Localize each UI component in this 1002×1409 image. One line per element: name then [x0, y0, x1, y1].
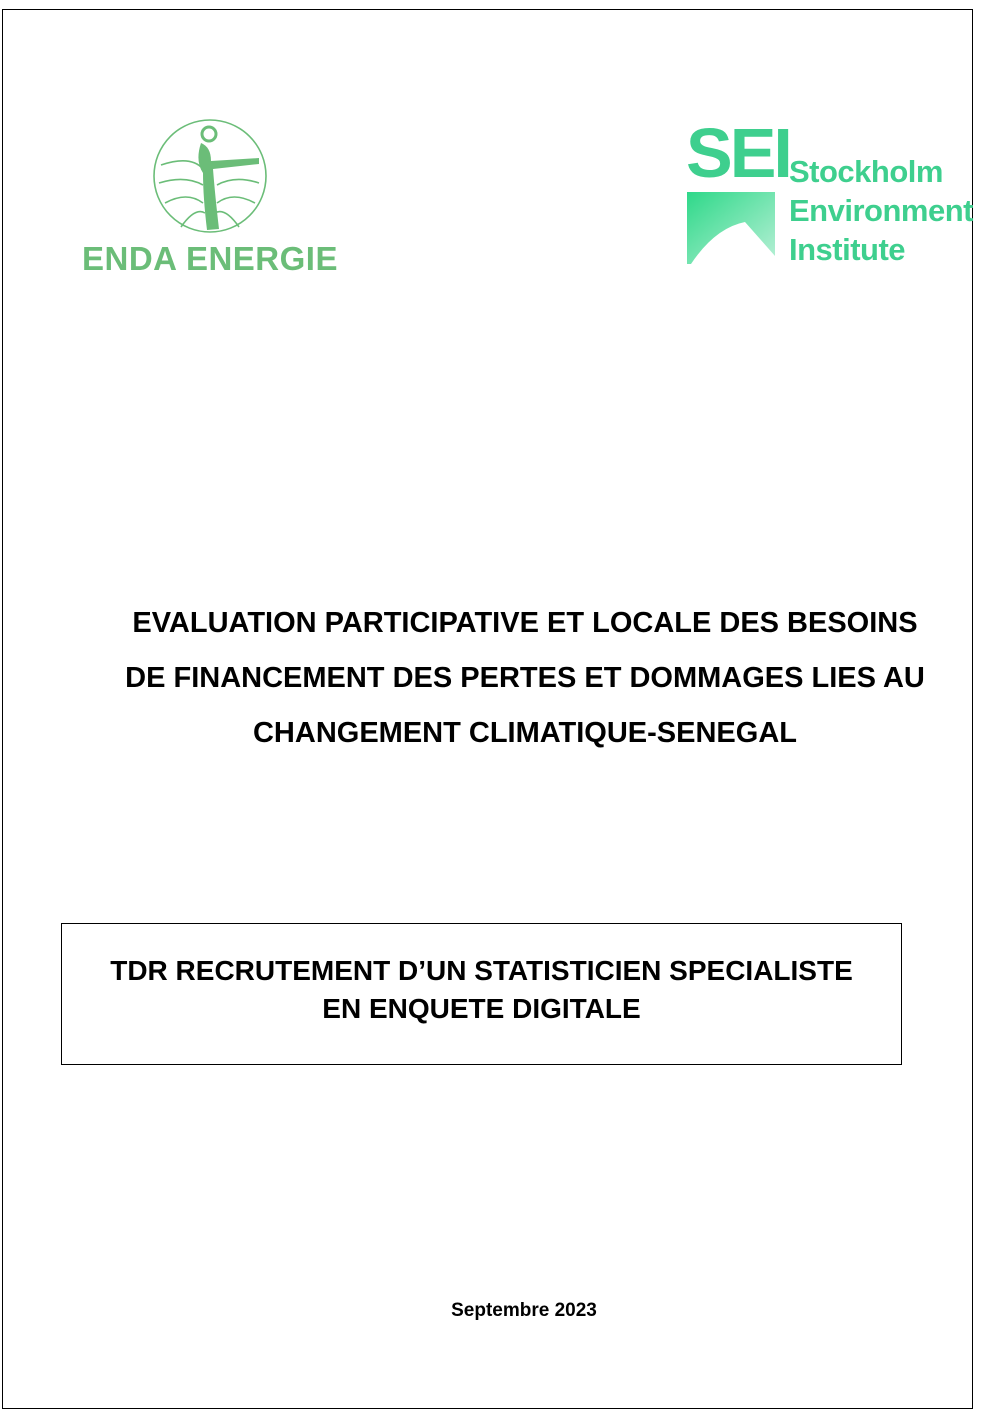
- title-line: EVALUATION PARTICIPATIVE ET LOCALE DES BESOINS: [132, 607, 918, 639]
- title-line: CHANGEMENT CLIMATIQUE-SENEGAL: [252, 717, 797, 749]
- enda-energie-logo: [70, 114, 350, 284]
- document-date: Septembre 2023: [451, 1300, 597, 1321]
- tdr-title: [62, 952, 901, 1028]
- sei-name-line: Environment: [789, 193, 973, 228]
- sei-name-line: Institute: [789, 232, 906, 267]
- enda-wordmark: ENDA ENERGIE: [82, 240, 338, 277]
- tdr-line: EN ENQUETE DIGITALE: [322, 993, 641, 1024]
- sei-letters: SEI: [686, 114, 790, 192]
- tdr-box: [61, 923, 902, 1065]
- sei-name-line: Stockholm: [789, 154, 943, 189]
- sei-logo: [686, 114, 973, 272]
- sei-name: [789, 152, 973, 269]
- document-title: [60, 596, 990, 761]
- tdr-line: TDR RECRUTEMENT D’UN STATISTICIEN SPECIALISTE: [110, 955, 853, 986]
- title-line: DE FINANCEMENT DES PERTES ET DOMMAGES LIES AU: [125, 662, 925, 694]
- sei-mark-icon: [687, 192, 775, 264]
- enda-emblem-icon: [151, 117, 269, 235]
